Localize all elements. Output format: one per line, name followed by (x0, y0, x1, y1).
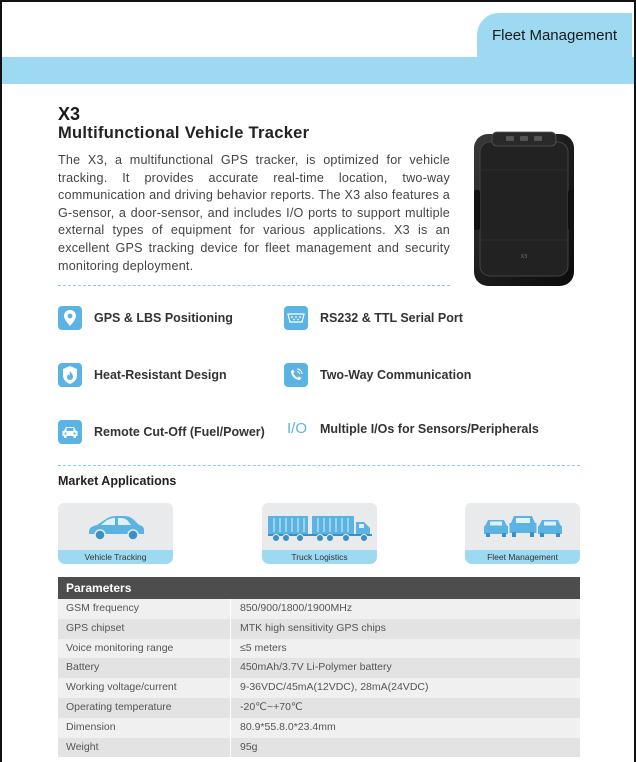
device-label: X3 (520, 254, 528, 260)
phone-call-icon (284, 363, 308, 387)
app-card-image (262, 503, 377, 551)
table-row (58, 619, 580, 639)
divider-middle (58, 465, 580, 466)
app-card-vehicle-tracking (58, 503, 173, 563)
parameters-title: Parameters (58, 577, 580, 599)
app-card-truck-logistics (262, 503, 377, 563)
param-value: -20℃~+70℃ (240, 700, 303, 713)
param-value: ≤5 meters (240, 641, 287, 654)
param-key: Operating temperature (58, 698, 231, 718)
market-applications-title: Market Applications (58, 474, 177, 488)
param-key: Dimension (58, 718, 231, 738)
device-image (470, 130, 578, 290)
param-key: Battery (58, 658, 231, 678)
app-caption: Truck Logistics (262, 550, 377, 564)
cars-fleet-icon (483, 514, 563, 540)
feature-label: Heat-Resistant Design (94, 368, 227, 382)
param-key: GSM frequency (58, 599, 231, 619)
param-key: Voice monitoring range (58, 639, 231, 659)
param-key: GPS chipset (58, 619, 231, 639)
param-value: 450mAh/3.7V Li-Polymer battery (240, 661, 392, 674)
feature-two-way (284, 363, 471, 387)
serial-port-icon (284, 306, 308, 330)
param-value: 95g (240, 740, 258, 753)
feature-label: Two-Way Communication (320, 368, 472, 382)
feature-gps (58, 306, 233, 330)
table-row (58, 738, 580, 758)
feature-serial (284, 306, 463, 330)
app-card-fleet-management (465, 503, 580, 563)
feature-label: GPS & LBS Positioning (94, 311, 233, 325)
app-caption: Vehicle Tracking (58, 550, 173, 564)
product-description: The X3, a multifunctional GPS tracker, is optimized for vehicle tracking. It provides accurate real-time location, two-way communication and driving behavior reports. The X3 also features a G-sensor, a door-sensor, and includes I/O ports to support multiple external types of equipment for various applications. X3 is an excellent GPS tracking device for fleet management and security monitoring deployment. (58, 153, 450, 273)
header-band (2, 57, 634, 84)
parameters-table (58, 577, 580, 757)
param-value: 9-36VDC/45mA(12VDC), 28mA(24VDC) (240, 681, 429, 694)
truck-icon (266, 510, 374, 544)
feature-label: Multiple I/Os for Sensors/Peripherals (320, 421, 539, 436)
param-key: Weight (58, 738, 231, 758)
flame-shield-icon (58, 363, 82, 387)
table-row (58, 599, 580, 619)
table-row (58, 718, 580, 738)
feature-heat (58, 363, 227, 387)
param-value: MTK high sensitivity GPS chips (240, 621, 386, 634)
table-row (58, 658, 580, 678)
param-value: 850/900/1800/1900MHz (240, 602, 353, 614)
param-value: 80.9*55.8.0*23.4mm (240, 720, 336, 733)
table-row (58, 639, 580, 659)
feature-cut-off (58, 420, 265, 444)
app-card-image (58, 503, 173, 551)
feature-label: Remote Cut-Off (Fuel/Power) (94, 425, 265, 439)
car-icon (85, 512, 147, 542)
product-model: X3 (58, 104, 81, 124)
app-caption: Fleet Management (465, 550, 580, 564)
divider-top (58, 285, 450, 286)
feature-io (284, 420, 539, 437)
io-icon: I/O (286, 420, 307, 437)
app-card-image (465, 503, 580, 551)
location-pin-icon (58, 306, 82, 330)
section-tab (477, 13, 632, 57)
section-tab-label: Fleet Management (491, 26, 618, 44)
car-icon (58, 420, 82, 444)
param-key: Working voltage/current (58, 678, 231, 698)
feature-label: RS232 & TTL Serial Port (320, 311, 463, 325)
table-row (58, 678, 580, 698)
product-subtitle: Multifunctional Vehicle Tracker (58, 124, 310, 142)
table-row (58, 698, 580, 718)
